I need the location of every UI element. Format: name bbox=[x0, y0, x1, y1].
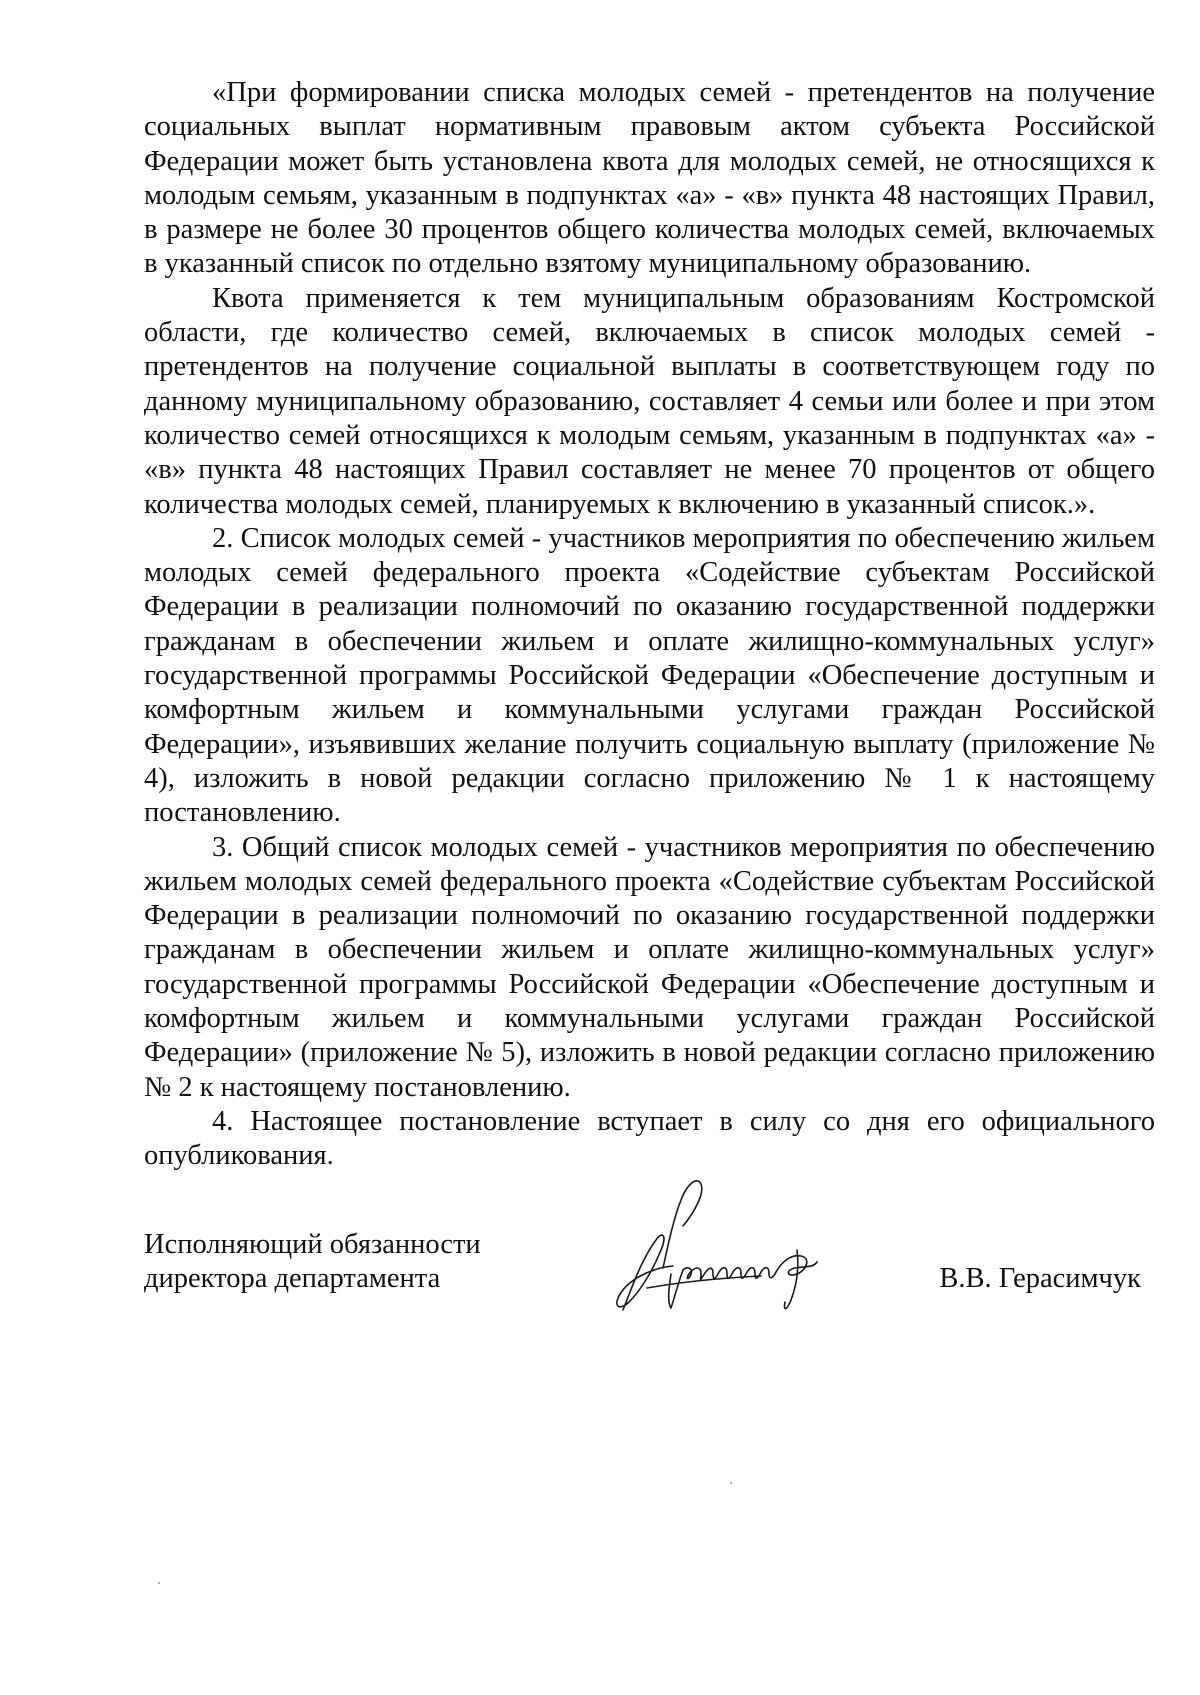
paragraph-item-3: 3. Общий список молодых семей - участников мероприятия по обеспечению жильем молодых семей федерального проекта «Содействие субъектам Российской Федерации в реализации полномочий по оказанию государственной поддержки гражданам в обеспечении жильем и оплате жилищно-коммунальных услуг» государственной программы Российской Федерации «Обеспечение доступным и комфортным жильем и коммунальными услугами граждан Российской Федерации» (приложение № 5), изложить в новой редакции согласно приложению № 2 к настоящему постановлению. bbox=[144, 831, 1155, 1103]
document-body bbox=[144, 76, 1155, 1174]
paragraph-item-2: 2. Список молодых семей - участников мероприятия по обеспечению жильем молодых семей федерального проекта «Содействие субъектам Российской Федерации в реализации полномочий по оказанию государственной поддержки гражданам в обеспечении жильем и оплате жилищно-коммунальных услуг» государственной программы Российской Федерации «Обеспечение доступным и комфортным жильем и коммунальными услугами граждан Российской Федерации», изъявивших желание получить социальную выплату (приложение № 4), изложить в новой редакции согласно приложению № 1 к настоящему постановлению. bbox=[144, 522, 1155, 829]
handwritten-signature bbox=[601, 1170, 851, 1320]
signer-position-line-1: Исполняющий обязанности bbox=[144, 1229, 481, 1260]
paragraph-item-4: 4. Настоящее постановление вступает в силу со дня его официального опубликования. bbox=[144, 1105, 1155, 1172]
signer-position bbox=[144, 1228, 481, 1297]
scan-speck bbox=[730, 1482, 732, 1484]
signer-name: В.В. Герасимчук bbox=[939, 1263, 1141, 1294]
signature-block bbox=[144, 1228, 1155, 1368]
signer-position-line-2: директора департамента bbox=[144, 1263, 441, 1295]
scan-speck bbox=[158, 1582, 160, 1584]
paragraph-quota-rule: «При формировании списка молодых семей - претендентов на получение социальных выплат нормативным правовым актом субъекта Российской Федерации может быть установлена квота для молодых семей, не относящихся к молодым семьям, указанным в подпунктах «а» - «в» пункта 48 настоящих Правил, в размере не более 30 процентов общего количества молодых семей, включаемых в указанный список по отдельно взятому муниципальному образованию. bbox=[144, 77, 1155, 280]
paragraph-quota-application: Квота применяется к тем муниципальным образованиям Костромской области, где количество семей, включаемых в список молодых семей - претендентов на получение социальной выплаты в соответствующем году по данному муниципальному образованию, составляет 4 семьи или более и при этом количество семей относящихся к молодым семьям, указанным в подпунктах «а» - «в» пункта 48 настоящих Правил составляет не менее 70 процентов от общего количества молодых семей, планируемых к включению в указанный список.». bbox=[144, 282, 1155, 520]
